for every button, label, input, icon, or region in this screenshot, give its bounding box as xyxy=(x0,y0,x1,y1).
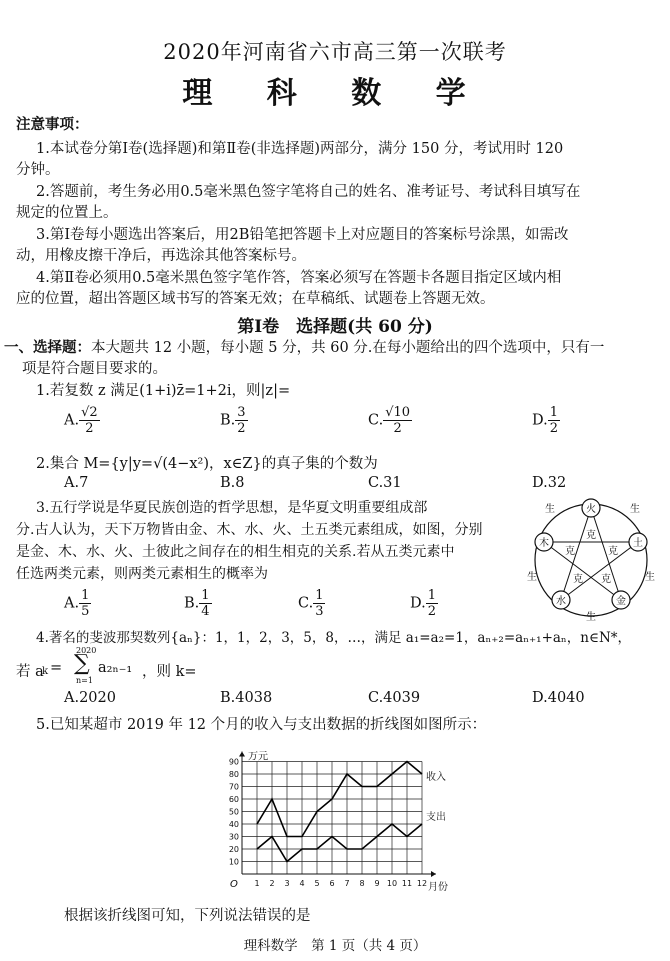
denominator: 3 xyxy=(315,604,324,619)
q1-stem: 1.若复数 z 满足(1+i)z̄=1+2i，则|z|= xyxy=(36,383,291,399)
section-intro-label: 一、选择题： xyxy=(4,339,91,356)
y-tick-label: 70 xyxy=(228,782,239,792)
notice-line: 4.第Ⅱ卷必须用0.5毫米黑色签字笔作答，答案必须写在答题卡各题目指定区域内相 xyxy=(36,270,562,286)
denominator: 2 xyxy=(427,604,436,619)
sheng-label: 生 xyxy=(545,504,555,515)
numerator: √2 xyxy=(81,405,98,420)
section-intro xyxy=(4,336,604,357)
q1-option-c xyxy=(368,405,412,436)
x-axis-title: 月份 xyxy=(428,882,448,893)
x-tick-label: 11 xyxy=(401,879,413,888)
q4-post: ，则 k= xyxy=(142,664,197,680)
node-label: 水 xyxy=(556,596,566,607)
sum-term: a₂ₙ₋₁ xyxy=(98,660,133,676)
sheng-label: 生 xyxy=(527,572,537,583)
option-letter: A. xyxy=(64,412,80,429)
option-letter: B. xyxy=(220,412,236,429)
numerator: 3 xyxy=(237,405,246,420)
denominator: 4 xyxy=(201,604,210,619)
x-tick-label: 5 xyxy=(314,879,320,888)
option-letter: C. xyxy=(368,412,384,429)
income-expense-line-chart xyxy=(222,734,448,894)
notice-line: 分钟。 xyxy=(16,162,60,178)
five-elements-diagram xyxy=(520,494,662,622)
q3-option-d xyxy=(410,588,438,619)
q4-option-a: A.2020 xyxy=(64,690,116,706)
x-tick-label: 1 xyxy=(254,879,260,888)
fraction xyxy=(313,588,325,619)
denominator: 5 xyxy=(81,604,90,619)
denominator: 2 xyxy=(393,421,402,436)
q2-option-d: D.32 xyxy=(532,475,567,491)
q3-line: 分.古人认为，天下万物皆由金、木、水、火、土五类元素组成，如图，分别 xyxy=(16,522,483,538)
sheng-label: 生 xyxy=(645,572,655,583)
q4-sub: k xyxy=(42,666,49,677)
notice-line: 应的位置，超出答题区域书写的答案无效；在草稿纸、试题卷上答题无效。 xyxy=(16,291,495,307)
y-tick-label: 90 xyxy=(228,757,239,767)
page-footer: 理科数学 第 1 页（共 4 页） xyxy=(243,938,427,954)
option-letter: D. xyxy=(532,412,548,429)
q2-option-a: A.7 xyxy=(64,475,89,491)
fraction xyxy=(548,405,560,436)
q3-option-a xyxy=(64,588,91,619)
subject-title: 理 科 数 学 xyxy=(182,76,488,111)
q1-option-a xyxy=(64,405,100,436)
q4-line1: 4.著名的斐波那契数列{aₙ}：1，1，2，3，5，8，…，满足 a₁=a₂=1，aₙ₊₂=aₙ₊₁+aₙ，n∈N*， xyxy=(36,630,632,646)
q3-option-c xyxy=(298,588,325,619)
x-axis-arrow xyxy=(431,871,436,877)
node-label: 土 xyxy=(633,538,643,549)
numerator: 1 xyxy=(201,588,210,603)
series-label: 收入 xyxy=(426,772,446,783)
q4-option-c: C.4039 xyxy=(368,690,421,706)
chart-axes xyxy=(239,752,436,878)
section-intro-cont: 项是符合题目要求的。 xyxy=(22,361,167,377)
numerator: 1 xyxy=(427,588,436,603)
fraction xyxy=(199,588,211,619)
section-title: 第Ⅰ卷 选择题(共 60 分) xyxy=(237,317,433,337)
fraction xyxy=(426,588,438,619)
node-label: 火 xyxy=(586,504,596,515)
q4-option-d: D.4040 xyxy=(532,690,585,706)
option-letter: B. xyxy=(184,595,200,612)
y-tick-label: 10 xyxy=(228,857,239,867)
q2-option-b: B.8 xyxy=(220,475,245,491)
denominator: 2 xyxy=(237,421,246,436)
y-tick-label: 30 xyxy=(228,832,239,842)
notice-line: 2.答题前，考生务必用0.5毫米黑色签字笔将自己的姓名、准考证号、考试科目填写在 xyxy=(36,184,581,200)
denominator: 2 xyxy=(549,421,558,436)
y-axis-arrow xyxy=(239,752,245,757)
sum-icon: ∑ xyxy=(74,651,90,676)
notice-line: 3.第Ⅰ卷每小题选出答案后，用2B铅笔把答题卡上对应题目的答案标号涂黑，如需改 xyxy=(36,227,569,243)
y-tick-label: 80 xyxy=(228,770,239,779)
origin-label: O xyxy=(230,879,238,890)
option-letter: D. xyxy=(410,595,426,612)
exam-title: 2020年河南省六市高三第一次联考 xyxy=(163,40,507,64)
q3-line: 3.五行学说是华夏民族创造的哲学思想，是华夏文明重要组成部 xyxy=(36,500,428,516)
q5-stem: 5.已知某超市 2019 年 12 个月的收入与支出数据的折线图如图所示： xyxy=(36,717,487,733)
fraction xyxy=(235,405,247,436)
option-letter: A. xyxy=(64,595,80,612)
q1-option-d xyxy=(532,405,560,436)
numerator: 1 xyxy=(315,588,324,603)
y-axis-title: 万元 xyxy=(248,751,268,763)
q3-line: 是金、木、水、火、土彼此之间存在的相生相克的关系.若从五类元素中 xyxy=(16,544,455,560)
node-label: 木 xyxy=(539,538,549,549)
option-letter: C. xyxy=(298,595,314,612)
chart-grid xyxy=(242,762,422,875)
q5-tail: 根据该折线图可知，下列说法错误的是 xyxy=(64,908,311,924)
chart-labels xyxy=(229,751,448,894)
fraction xyxy=(79,588,91,619)
q2-option-c: C.31 xyxy=(368,475,402,491)
q1-option-b xyxy=(220,405,248,436)
ke-label: 克 xyxy=(573,574,583,585)
x-tick-label: 2 xyxy=(269,879,275,888)
fraction xyxy=(79,405,100,436)
x-tick-label: 7 xyxy=(344,879,350,888)
x-tick-label: 6 xyxy=(329,879,335,888)
node-label: 金 xyxy=(616,596,626,607)
q2-stem: 2.集合 M={y|y=√(4−x²)，x∈Z}的真子集的个数为 xyxy=(36,456,378,472)
sum-lower: n=1 xyxy=(76,676,93,685)
series-label: 支出 xyxy=(426,812,446,823)
series-line-expense xyxy=(257,824,422,862)
sum-upper: 2020 xyxy=(76,646,97,655)
numerator: √10 xyxy=(385,405,411,420)
q3-line: 任选两类元素，则两类元素相生的概率为 xyxy=(16,566,268,582)
sheng-label: 生 xyxy=(586,612,596,623)
x-tick-label: 3 xyxy=(284,879,290,888)
x-tick-label: 12 xyxy=(416,879,428,888)
y-tick-label: 20 xyxy=(228,845,239,854)
q4-eq: = xyxy=(50,660,63,676)
notice-heading: 注意事项： xyxy=(16,116,89,133)
x-tick-label: 8 xyxy=(359,879,365,888)
notice-line: 动，用橡皮擦干净后，再选涂其他答案标号。 xyxy=(16,248,306,264)
y-tick-label: 60 xyxy=(228,795,239,804)
numerator: 1 xyxy=(549,405,558,420)
x-tick-label: 9 xyxy=(374,879,380,888)
numerator: 1 xyxy=(81,588,90,603)
x-tick-label: 4 xyxy=(299,879,305,888)
ke-label: 克 xyxy=(601,574,611,585)
x-tick-label: 10 xyxy=(386,879,398,888)
notice-line: 1.本试卷分第Ⅰ卷(选择题)和第Ⅱ卷(非选择题)两部分，满分 150 分，考试用时 120 xyxy=(36,141,564,157)
sheng-label: 生 xyxy=(630,504,640,515)
y-tick-label: 40 xyxy=(228,820,239,829)
y-tick-label: 50 xyxy=(228,807,239,817)
q4-pre: 若 a xyxy=(16,664,44,680)
q3-option-b xyxy=(184,588,212,619)
ke-label: 克 xyxy=(608,546,618,557)
denominator: 2 xyxy=(85,421,94,436)
ke-star xyxy=(544,508,638,600)
section-intro-text: 本大题共 12 小题，每小题 5 分，共 60 分.在每小题给出的四个选项中，只有一 xyxy=(91,340,605,356)
notice-line: 规定的位置上。 xyxy=(16,205,118,221)
ke-label: 克 xyxy=(586,530,596,541)
q4-option-b: B.4038 xyxy=(220,690,273,706)
fraction xyxy=(383,405,412,436)
ke-label: 克 xyxy=(565,546,575,557)
